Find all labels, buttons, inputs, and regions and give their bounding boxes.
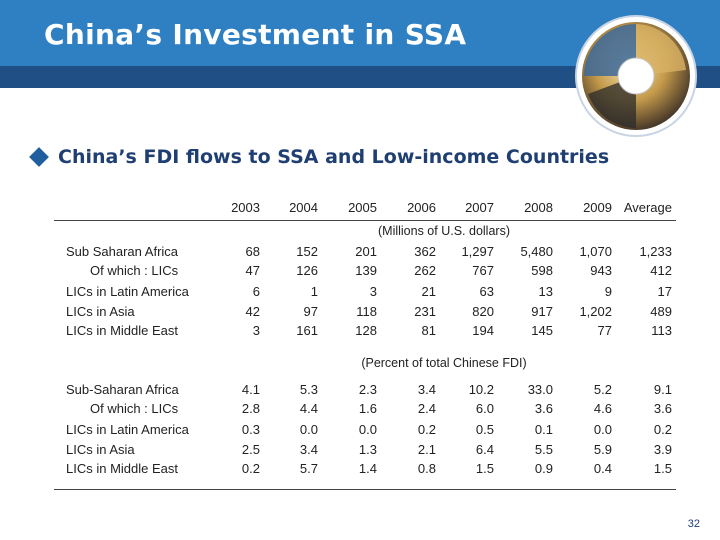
table-cell: 0.0 bbox=[299, 422, 318, 437]
table-cell: 10.2 bbox=[468, 382, 494, 397]
table-cell: 0.2 bbox=[417, 422, 436, 437]
table-cell: 0.0 bbox=[593, 422, 612, 437]
table-cell: 21 bbox=[421, 284, 436, 299]
table-row bbox=[54, 263, 676, 281]
table-cell: 1,202 bbox=[579, 304, 612, 319]
row-label: LICs in Asia bbox=[66, 304, 135, 319]
table-row bbox=[54, 304, 676, 322]
table-row bbox=[54, 422, 676, 440]
table-cell: 42 bbox=[245, 304, 260, 319]
row-label: LICs in Middle East bbox=[66, 323, 178, 338]
table-cell: 118 bbox=[356, 304, 377, 319]
row-label: LICs in Middle East bbox=[66, 461, 178, 476]
table-row bbox=[54, 284, 676, 302]
table-cell: 68 bbox=[245, 244, 260, 259]
row-label: Sub Saharan Africa bbox=[66, 244, 179, 259]
table-cell: 5.5 bbox=[534, 442, 553, 457]
table-cell: 767 bbox=[472, 263, 494, 278]
table-row bbox=[54, 401, 676, 419]
table-cell: 4.4 bbox=[299, 401, 318, 416]
table-cell: 1.5 bbox=[475, 461, 494, 476]
table-cell: 4.6 bbox=[593, 401, 612, 416]
table-cell: 81 bbox=[421, 323, 436, 338]
table-cell: 1,070 bbox=[579, 244, 612, 259]
col-header: 2009 bbox=[583, 200, 612, 215]
table-cell: 0.4 bbox=[593, 461, 612, 476]
table-cell: 2.1 bbox=[417, 442, 436, 457]
table-cell: 0.9 bbox=[534, 461, 553, 476]
table-cell: 820 bbox=[472, 304, 494, 319]
row-label: LICs in Latin America bbox=[66, 284, 189, 299]
row-label: Of which : LICs bbox=[90, 263, 179, 278]
column-header-row bbox=[54, 200, 676, 218]
table-cell: 5,480 bbox=[520, 244, 553, 259]
table-cell: 917 bbox=[531, 304, 553, 319]
table-cell: 13 bbox=[538, 284, 553, 299]
table-cell: 194 bbox=[472, 323, 494, 338]
table-cell: 47 bbox=[245, 263, 260, 278]
row-label: LICs in Asia bbox=[66, 442, 135, 457]
col-header: 2008 bbox=[524, 200, 553, 215]
table-cell: 3.9 bbox=[653, 442, 672, 457]
table-cell: 0.2 bbox=[241, 461, 260, 476]
table-cell: 231 bbox=[414, 304, 436, 319]
table-cell: 2.8 bbox=[241, 401, 260, 416]
table-cell: 943 bbox=[590, 263, 612, 278]
col-header: 2003 bbox=[231, 200, 260, 215]
table-cell: 2.5 bbox=[241, 442, 260, 457]
table-row bbox=[54, 323, 676, 341]
col-header: Average bbox=[623, 200, 672, 215]
table-cell: 145 bbox=[531, 323, 553, 338]
bullet-text: China’s FDI flows to SSA and Low-income Countries bbox=[58, 146, 610, 168]
table-cell: 412 bbox=[650, 263, 672, 278]
table-cell: 5.2 bbox=[593, 382, 612, 397]
table-cell: 5.7 bbox=[299, 461, 318, 476]
table-cell: 113 bbox=[651, 323, 672, 338]
table-cell: 598 bbox=[531, 263, 553, 278]
table-cell: 0.1 bbox=[534, 422, 553, 437]
table-cell: 77 bbox=[597, 323, 612, 338]
row-label: LICs in Latin America bbox=[66, 422, 189, 437]
table-cell: 3.4 bbox=[299, 442, 318, 457]
table-cell: 161 bbox=[296, 323, 318, 338]
table-cell: 1,297 bbox=[461, 244, 494, 259]
table-cell: 5.9 bbox=[593, 442, 612, 457]
table-cell: 0.2 bbox=[653, 422, 672, 437]
col-header: 2007 bbox=[465, 200, 494, 215]
table-cell: 489 bbox=[650, 304, 672, 319]
table-cell: 3.4 bbox=[417, 382, 436, 397]
table-cell: 3 bbox=[252, 323, 260, 338]
table-cell: 0.3 bbox=[241, 422, 260, 437]
table-cell: 1 bbox=[310, 284, 318, 299]
row-label: Of which : LICs bbox=[90, 401, 179, 416]
table-bottom-rule bbox=[54, 489, 676, 490]
table-cell: 201 bbox=[355, 244, 377, 259]
table-cell: 1.3 bbox=[358, 442, 377, 457]
table-cell: 0.0 bbox=[358, 422, 377, 437]
table-cell: 9.1 bbox=[653, 382, 672, 397]
table-cell: 3.6 bbox=[653, 401, 672, 416]
table-cell: 97 bbox=[303, 304, 318, 319]
section-2-unit: (Percent of total Chinese FDI) bbox=[361, 356, 527, 370]
table-cell: 152 bbox=[296, 244, 318, 259]
table-cell: 362 bbox=[414, 244, 436, 259]
row-label: Sub-Saharan Africa bbox=[66, 382, 179, 397]
table-cell: 139 bbox=[355, 263, 377, 278]
page-number: 32 bbox=[687, 518, 700, 530]
table-cell: 33.0 bbox=[527, 382, 553, 397]
bullet-row bbox=[30, 144, 609, 170]
table-cell: 6.0 bbox=[475, 401, 494, 416]
table-cell: 2.4 bbox=[417, 401, 436, 416]
table-row bbox=[54, 442, 676, 460]
col-header: 2004 bbox=[289, 200, 318, 215]
table-cell: 0.8 bbox=[417, 461, 436, 476]
col-header: 2006 bbox=[407, 200, 436, 215]
table-cell: 0.5 bbox=[475, 422, 494, 437]
table-row bbox=[54, 244, 676, 262]
table-cell: 128 bbox=[355, 323, 377, 338]
table-cell: 17 bbox=[657, 284, 672, 299]
table-cell: 126 bbox=[296, 263, 318, 278]
table-cell: 4.1 bbox=[241, 382, 260, 397]
table-cell: 262 bbox=[414, 263, 436, 278]
table-cell: 1.5 bbox=[653, 461, 672, 476]
table-cell: 1.6 bbox=[358, 401, 377, 416]
table-row bbox=[54, 461, 676, 479]
table-cell: 9 bbox=[604, 284, 612, 299]
table-cell: 1.4 bbox=[358, 461, 377, 476]
col-header: 2005 bbox=[348, 200, 377, 215]
table-cell: 1,233 bbox=[639, 244, 672, 259]
table-row bbox=[54, 382, 676, 400]
table-cell: 3 bbox=[369, 284, 377, 299]
table-cell: 3.6 bbox=[534, 401, 553, 416]
section-1-unit: (Millions of U.S. dollars) bbox=[378, 224, 510, 238]
table-cell: 6.4 bbox=[475, 442, 494, 457]
table-cell: 2.3 bbox=[358, 382, 377, 397]
diamond-bullet-icon bbox=[29, 147, 49, 167]
table-cell: 63 bbox=[479, 284, 494, 299]
table-top-rule bbox=[54, 220, 676, 221]
slide-title: China’s Investment in SSA bbox=[44, 18, 467, 51]
table-cell: 5.3 bbox=[299, 382, 318, 397]
fdi-table bbox=[54, 194, 676, 492]
table-cell: 6 bbox=[252, 284, 260, 299]
globe-logo-icon bbox=[574, 14, 698, 138]
